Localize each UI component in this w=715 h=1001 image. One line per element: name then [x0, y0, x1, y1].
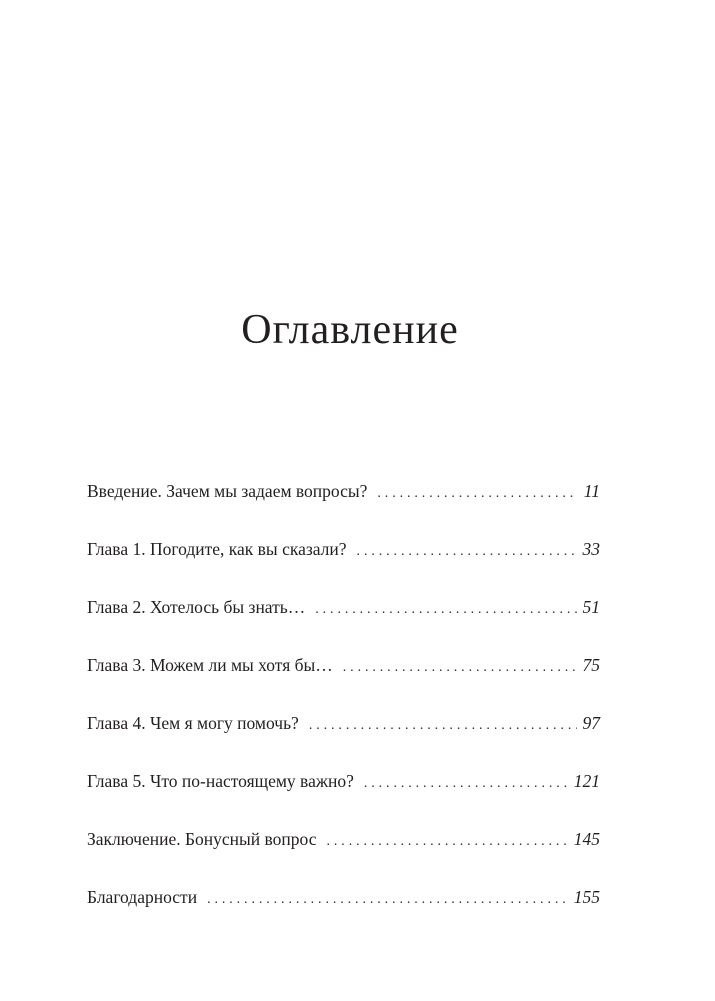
toc-entry-page-number: 51 [582, 597, 600, 617]
toc-entry-page-number: 145 [573, 829, 600, 849]
dot-leader [327, 829, 568, 855]
page-title: Оглавление [241, 307, 459, 353]
table-of-contents [87, 478, 600, 942]
toc-entry-page-number: 97 [582, 713, 600, 733]
toc-entry-page-number: 11 [583, 481, 600, 501]
dot-leader [343, 655, 577, 681]
dot-leader [207, 887, 568, 913]
toc-entry-conclusion[interactable] [87, 826, 600, 884]
dot-leader [309, 713, 577, 739]
toc-entry-chapter-1[interactable] [87, 536, 600, 594]
toc-entry-page-number: 75 [582, 655, 600, 675]
toc-entry-label: Глава 4. Чем я могу помочь? [87, 713, 299, 733]
toc-entry-chapter-4[interactable] [87, 710, 600, 768]
toc-entry-page-number: 33 [582, 539, 600, 559]
toc-entry-label: Глава 3. Можем ли мы хотя бы… [87, 655, 333, 675]
toc-entry-label: Благодарности [87, 887, 198, 907]
toc-entry-label: Глава 5. Что по-настоящему важно? [87, 771, 354, 791]
toc-entry-chapter-2[interactable] [87, 594, 600, 652]
toc-entry-acknowledgements[interactable] [87, 884, 600, 942]
dot-leader [364, 771, 568, 797]
toc-entry-chapter-5[interactable] [87, 768, 600, 826]
toc-entry-page-number: 121 [573, 771, 600, 791]
toc-entry-label: Глава 2. Хотелось бы знать… [87, 597, 306, 617]
toc-entry-introduction[interactable] [87, 478, 600, 536]
toc-entry-page-number: 155 [573, 887, 600, 907]
toc-entry-label: Глава 1. Погодите, как вы сказали? [87, 539, 347, 559]
toc-entry-label: Введение. Зачем мы задаем вопросы? [87, 481, 368, 501]
toc-entry-label: Заключение. Бонусный вопрос [87, 829, 317, 849]
toc-entry-chapter-3[interactable] [87, 652, 600, 710]
dot-leader [357, 539, 577, 565]
dot-leader [315, 597, 576, 623]
dot-leader [377, 481, 577, 507]
